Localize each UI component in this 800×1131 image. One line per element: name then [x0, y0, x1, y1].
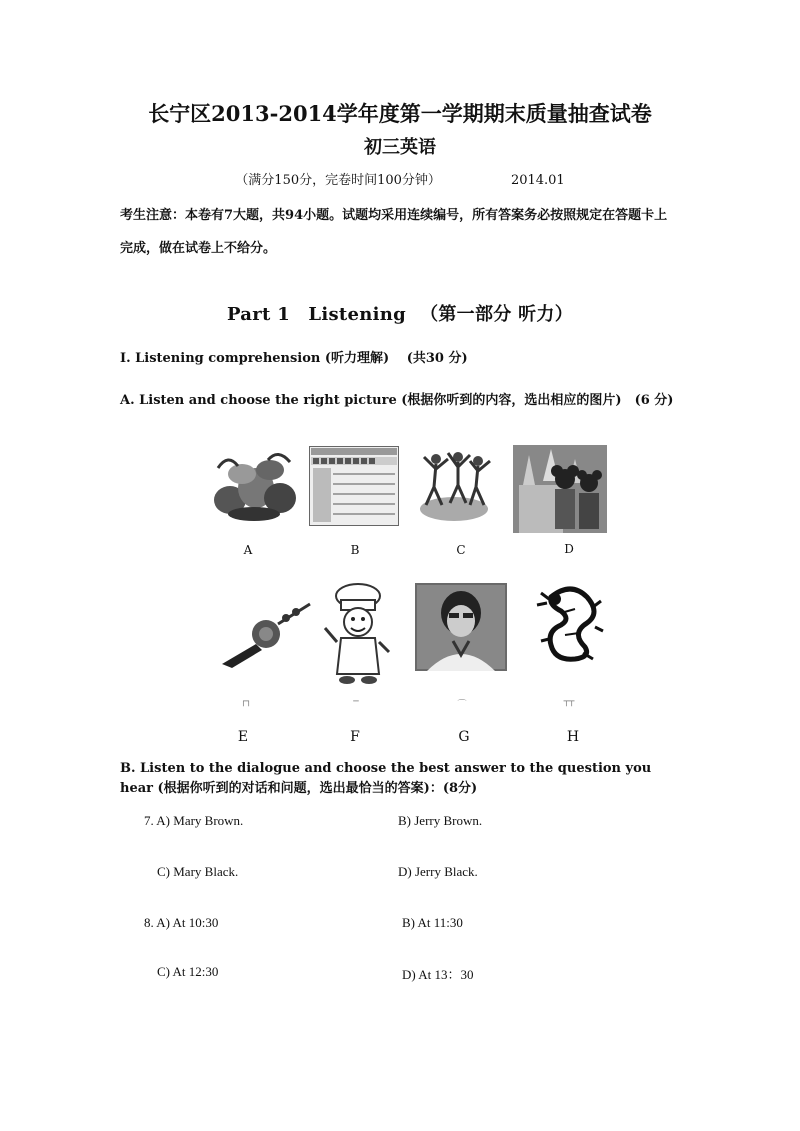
question-8 [144, 915, 218, 931]
option-b: B) At 11:30 [402, 915, 463, 930]
section-a-heading: A. Listen and choose the right picture (根据你听到的内容，选出相应的图片) (6 分) [120, 393, 674, 408]
people-exercising-image [414, 447, 494, 527]
faint-label-g: ⌒ [457, 700, 467, 710]
candidate-notice: 考生注意：本卷有7大题，共94小题。试题均采用连续编号，所有答案务必按照规定在答题卡上完成，做在试卷上不给分。 [120, 208, 668, 256]
picture-label-a: A [243, 543, 253, 557]
disney-castle-mice-image [513, 445, 607, 533]
option-a: A) Mary Brown. [156, 813, 244, 828]
part-title-cn: （第一部分 听力） [420, 304, 574, 325]
section-heading-listening: I. Listening comprehension (听力理解) (共30 分) [120, 351, 468, 366]
score-time: （满分150分，完卷时间100分钟） [235, 173, 441, 188]
section-b-heading: B. Listen to the dialogue and choose the best answer to the question you hear (根据你听到的对话和问题，选出最恰当的答案)：(8分) [120, 761, 652, 796]
question-number: 7. [144, 813, 154, 828]
faint-label-h: ┬┬ [563, 697, 575, 707]
question-7 [144, 813, 243, 829]
option-c: C) Mary Black. [157, 864, 239, 879]
cartoon-chef-image [323, 582, 393, 686]
option-d: D) At 13：30 [402, 967, 474, 982]
option-b: B) Jerry Brown. [398, 813, 483, 828]
option-d: D) Jerry Black. [398, 864, 478, 879]
portrait-photo-image [415, 583, 507, 671]
faint-label-e: ┌┐ [240, 697, 252, 707]
ornament-tassel-image [218, 600, 312, 670]
picture-label-g: G [458, 729, 470, 745]
picture-label-e: E [237, 729, 249, 745]
faint-label-f: ─ [353, 697, 359, 707]
picture-label-h: H [566, 729, 580, 745]
exam-title: 长宁区2013-2014学年度第一学期期末质量抽查试卷 [148, 101, 652, 126]
picture-label-d: D [564, 542, 574, 556]
exam-date: 2014.01 [510, 173, 565, 188]
option-c: C) At 12:30 [157, 964, 219, 979]
part-title: Part 1 Listening [226, 304, 407, 325]
picture-label-c: C [456, 543, 466, 557]
part-heading [0, 300, 800, 326]
picture-label-b: B [350, 543, 360, 557]
exam-subtitle: 初三英语 [364, 137, 436, 158]
exam-info [0, 169, 800, 188]
picture-label-f: F [350, 729, 360, 745]
spreadsheet-window-image [309, 446, 399, 526]
vegetables-image [208, 448, 300, 524]
dragon-papercut-image [531, 583, 605, 663]
option-a: A) At 10:30 [156, 915, 219, 930]
question-number: 8. [144, 915, 154, 930]
